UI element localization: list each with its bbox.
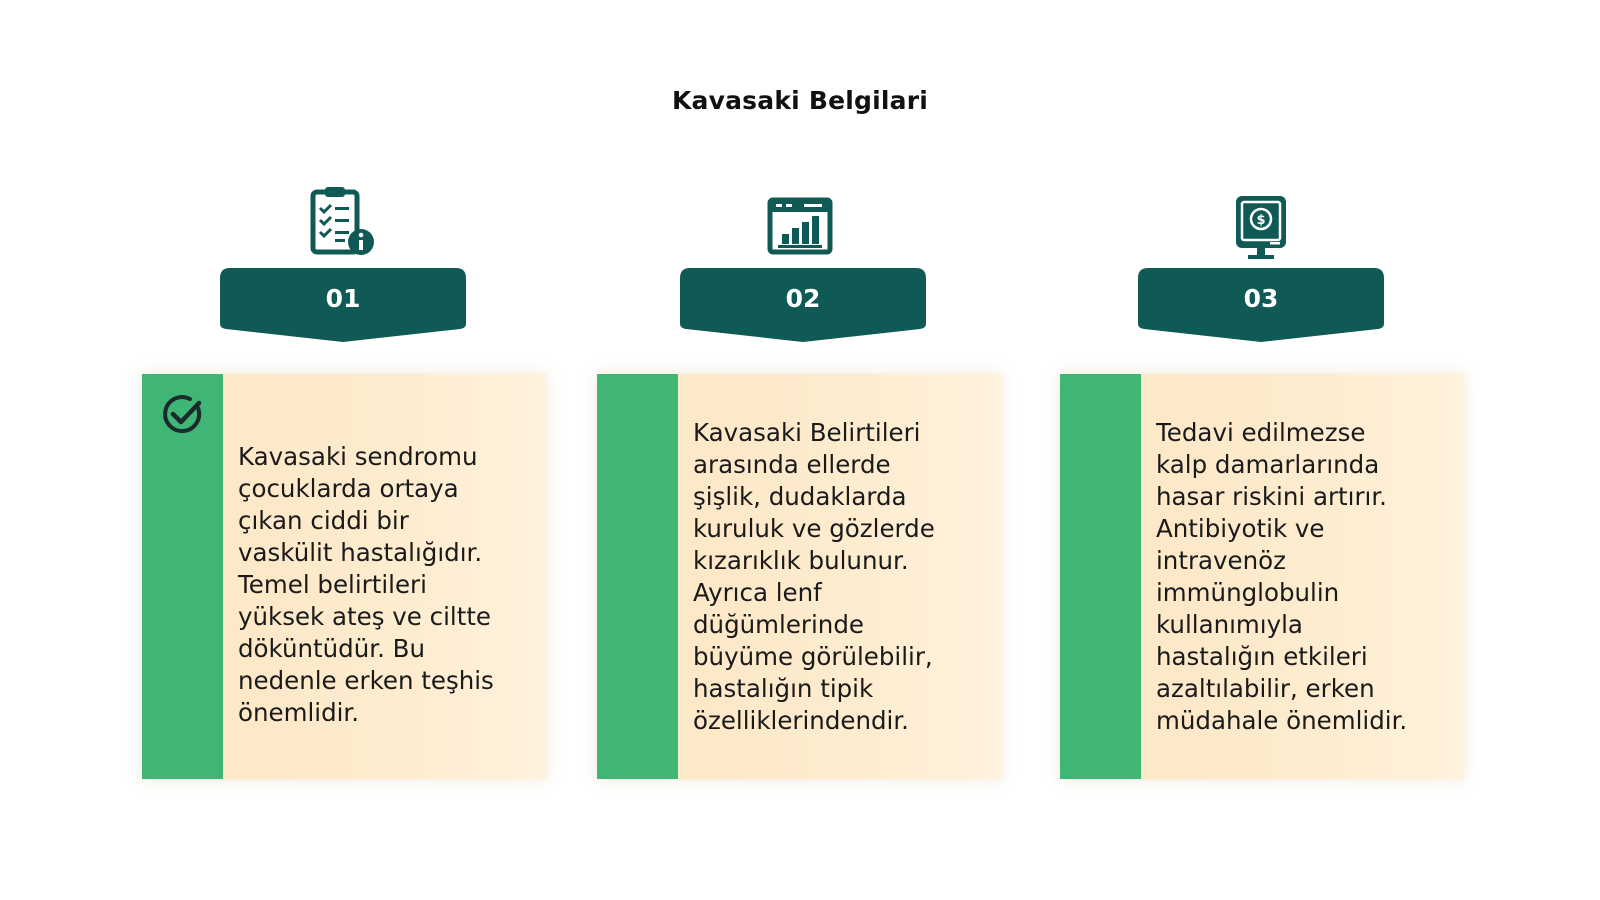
step-number: 03 [1243,284,1279,313]
info-card-1 [142,374,546,779]
step-banner-01 [220,268,466,346]
info-card-2 [597,374,1001,779]
monitor-dollar-icon [1222,190,1302,270]
svg-text:$: $ [1256,213,1266,228]
step-banner-02 [680,268,926,346]
step-banner-03 [1138,268,1384,346]
clipboard-info-icon [305,184,385,264]
card-text: Kavasaki sendromu çocuklarda ortaya çıkan ciddi bir vaskülit hastalığıdır. Temel belirtileri yüksek ateş ve ciltte döküntüdür. Bu nedenle erken teşhis önemlidir. [238,441,494,727]
card-text: Tedavi edilmezse kalp damarlarında hasar riskini artırır. Antibiyotik ve intravenöz immünglobulin kullanımıyla hastalığın etkileri azaltılabilir, erken müdahale önemlidir. [1156,417,1408,735]
step-number: 02 [785,284,821,313]
check-circle-icon [160,392,206,438]
card-accent-strip [1060,374,1141,779]
card-accent-strip [597,374,678,779]
bar-chart-window-icon [760,190,840,270]
page-title: Kavasaki Belgilari [671,86,929,115]
card-text: Kavasaki Belirtileri arasında ellerde şişlik, dudaklarda kuruluk ve gözlerde kızarıklık bulunur. Ayrıca lenf düğümlerinde büyüme görülebilir, hastalığın tipik özelliklerindendir. [693,417,935,735]
step-number: 01 [325,284,361,313]
info-card-3 [1060,374,1464,779]
